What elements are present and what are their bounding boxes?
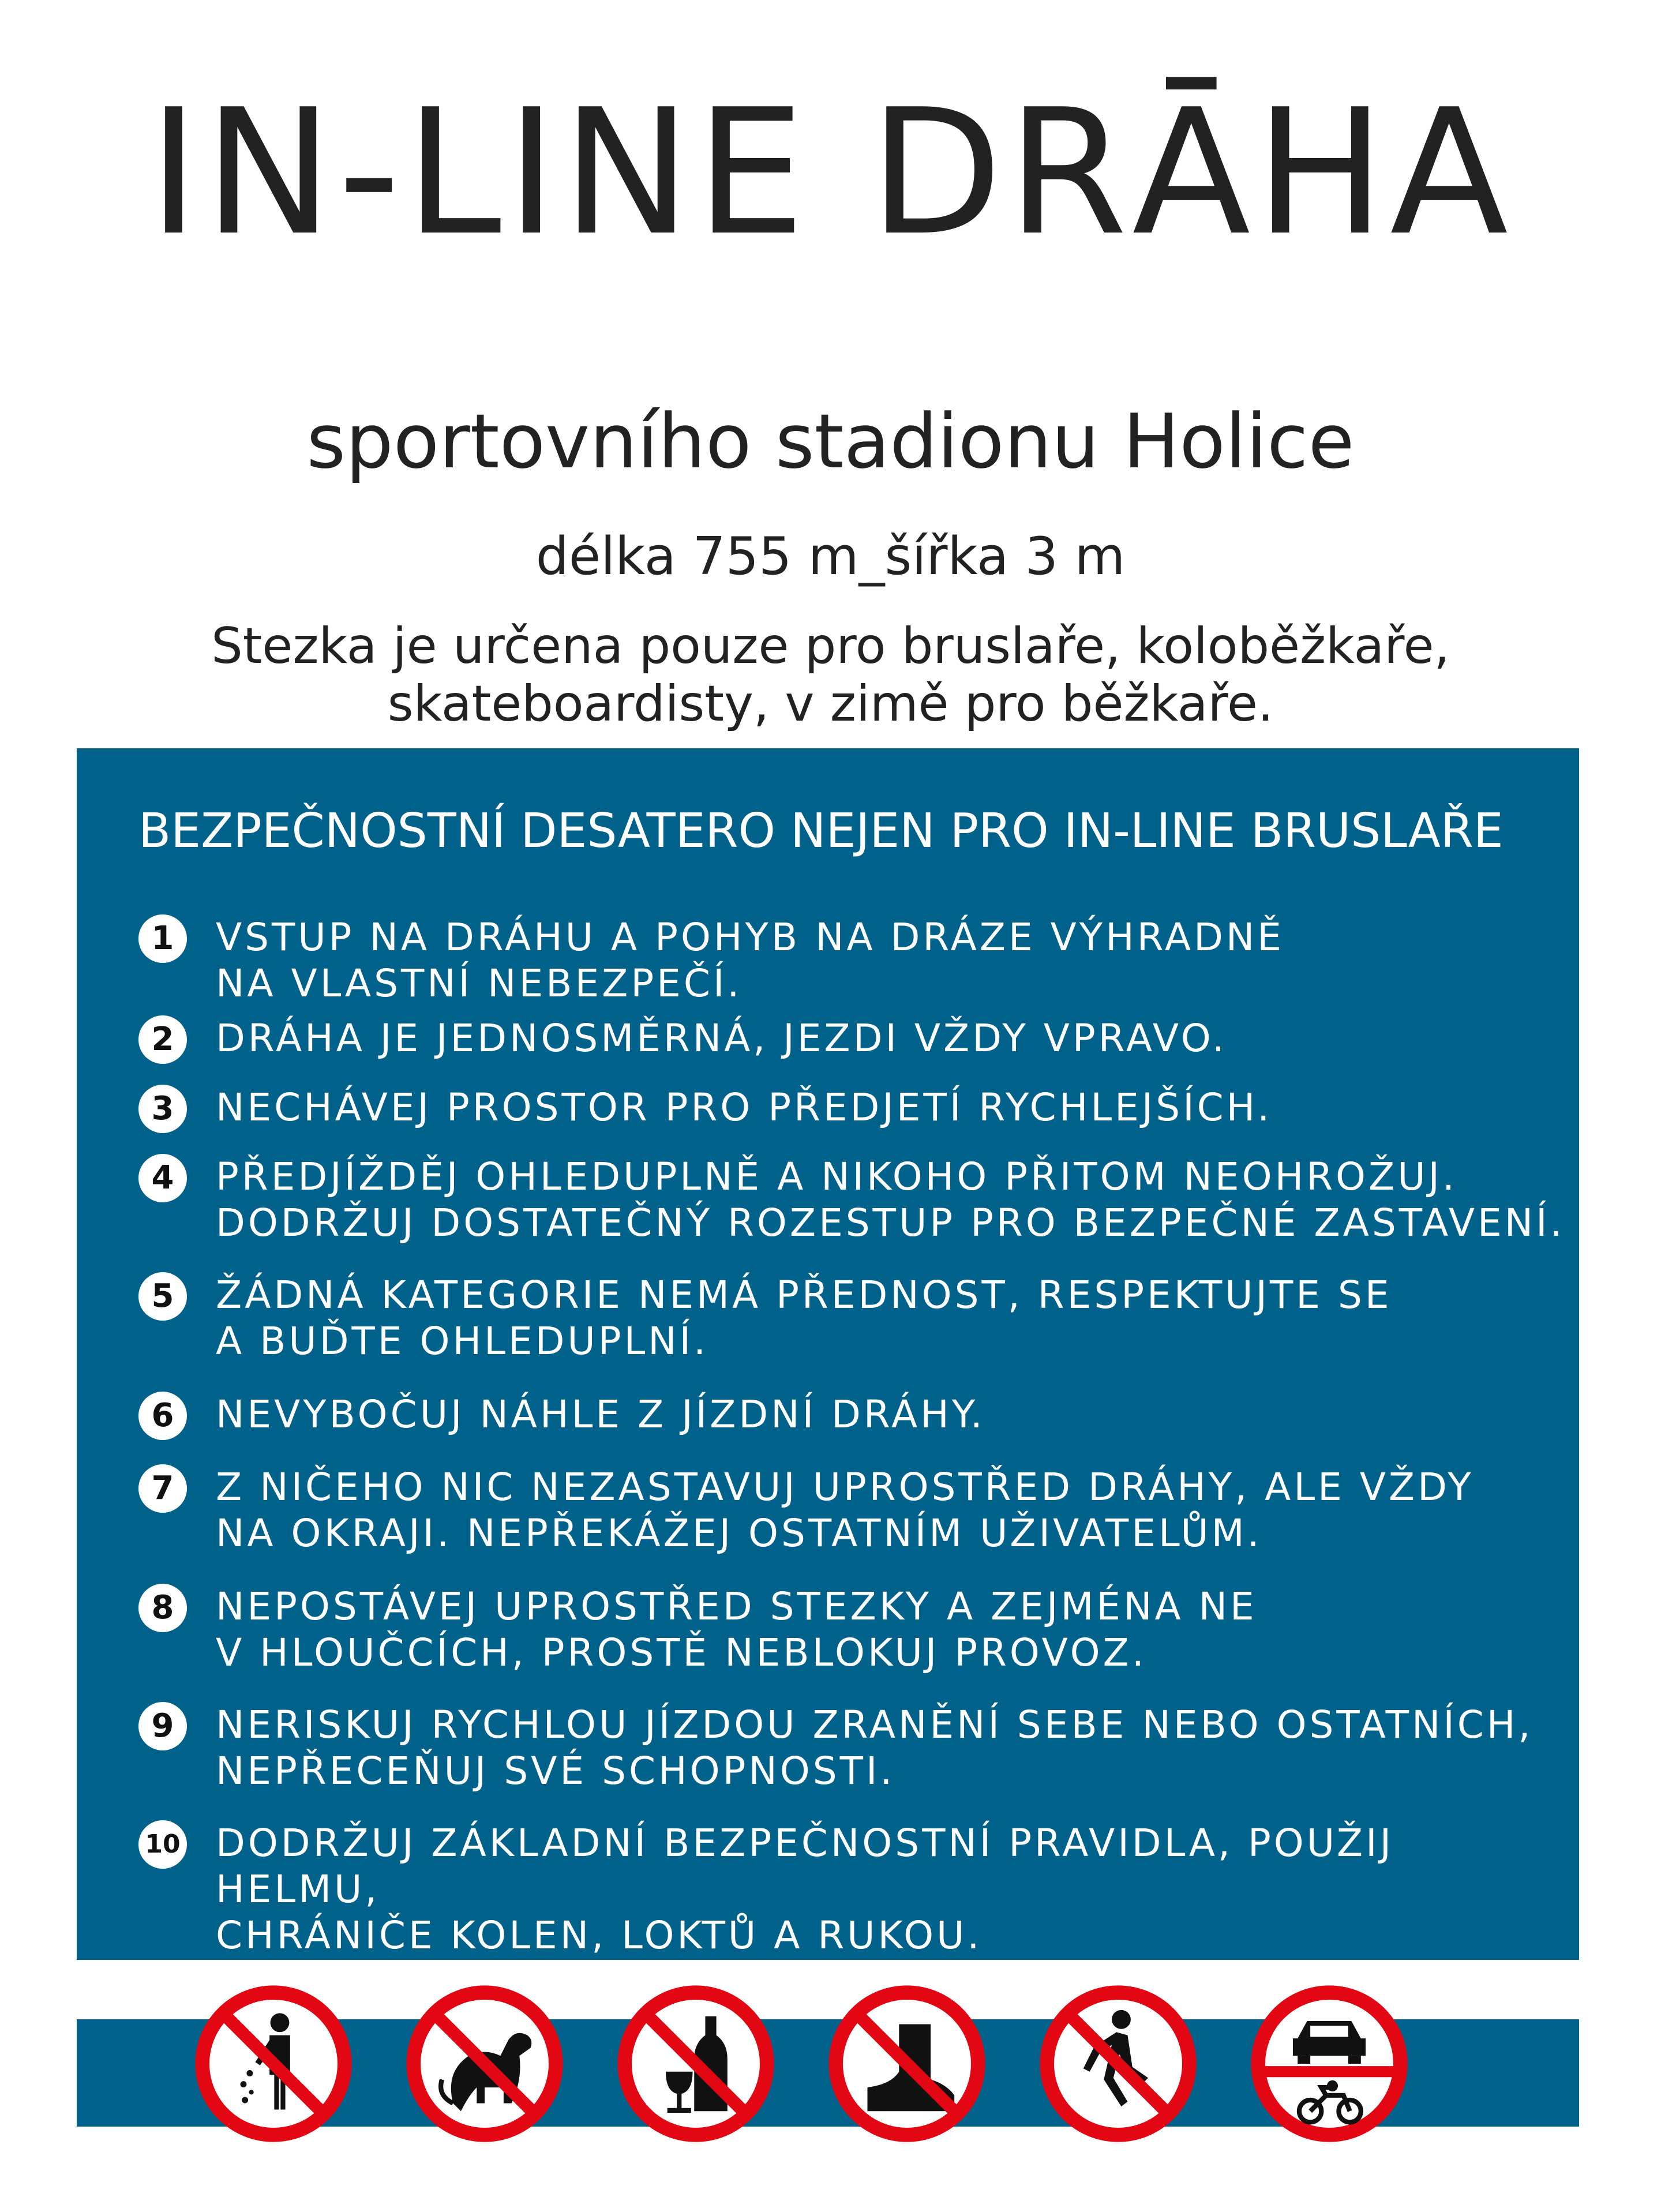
- description-line: skateboardisty, v zimě pro běžkaře.: [387, 675, 1274, 733]
- rule-text: DODRŽUJ ZÁKLADNÍ BEZPEČNOSTNÍ PRAVIDLA, POUŽIJ HELMU, CHRÁNIČE KOLEN, LOKTŮ A RUKOU.: [216, 1821, 1394, 1958]
- rule-number-badge: 7: [138, 1464, 187, 1513]
- rule-number-badge: 1: [138, 914, 187, 963]
- no-motor-vehicles-icon: [1250, 1985, 1408, 2143]
- rule-number-badge: 5: [138, 1272, 187, 1321]
- track-dimensions: délka 755 m_šířka 3 m: [535, 526, 1126, 587]
- page-title: IN-LINE DRĀHA: [148, 72, 1513, 273]
- no-dogs-icon: [406, 1985, 564, 2143]
- rule-number-badge: 10: [138, 1820, 187, 1869]
- rule-number-badge: 4: [138, 1154, 187, 1202]
- rules-panel-title: BEZPEČNOSTNÍ DESATERO NEJEN PRO IN-LINE BRUSLAŘE: [138, 804, 1503, 858]
- rule-text: NEPOSTÁVEJ UPROSTŘED STEZKY A ZEJMÉNA NE V HLOUČCÍCH, PROSTĚ NEBLOKUJ PROVOZ.: [216, 1584, 1257, 1675]
- rule-number-badge: 2: [138, 1015, 187, 1064]
- rule-text: NEVYBOČUJ NÁHLE Z JÍZDNÍ DRÁHY.: [216, 1392, 985, 1437]
- rule-number-badge: 3: [138, 1085, 187, 1133]
- rule-number-badge: 9: [138, 1702, 187, 1750]
- rule-text: VSTUP NA DRÁHU A POHYB NA DRÁZE VÝHRADNĚ NA VLASTNÍ NEBEZPEČÍ.: [216, 915, 1284, 1006]
- subtitle: sportovního stadionu Holice: [306, 398, 1355, 485]
- rule-text: Z NIČEHO NIC NEZASTAVUJ UPROSTŘED DRÁHY, ALE VŽDY NA OKRAJI. NEPŘEKÁŽEJ OSTATNÍM UŽIVATELŮM.: [216, 1465, 1474, 1555]
- rule-text: PŘEDJÍŽDĚJ OHLEDUPLNĚ A NIKOHO PŘITOM NEOHROŽUJ. DODRŽUJ DOSTATEČNÝ ROZESTUP PRO BEZPEČNÉ ZASTAVENÍ.: [216, 1154, 1565, 1245]
- rule-text: DRÁHA JE JEDNOSMĚRNÁ, JEZDI VŽDY VPRAVO.: [216, 1016, 1228, 1060]
- no-alcohol-icon: [617, 1985, 775, 2143]
- rule-text: NERISKUJ RYCHLOU JÍZDOU ZRANĚNÍ SEBE NEBO OSTATNÍCH, NEPŘECEŇUJ SVÉ SCHOPNOSTI.: [216, 1703, 1533, 1793]
- track-description: [0, 617, 1661, 733]
- no-hiking-boots-icon: [828, 1985, 986, 2143]
- no-littering-icon: [194, 1985, 353, 2143]
- description-line: Stezka je určena pouze pro bruslaře, koloběžkaře,: [211, 617, 1450, 675]
- rule-text: ŽÁDNÁ KATEGORIE NEMÁ PŘEDNOST, RESPEKTUJTE SE A BUĎTE OHLEDUPLNÍ.: [216, 1273, 1392, 1363]
- rule-text: NECHÁVEJ PROSTOR PRO PŘEDJETÍ RYCHLEJŠÍCH.: [216, 1085, 1273, 1130]
- rule-number-badge: 8: [138, 1584, 187, 1632]
- no-pedestrians-icon: [1039, 1985, 1197, 2143]
- rule-number-badge: 6: [138, 1392, 187, 1440]
